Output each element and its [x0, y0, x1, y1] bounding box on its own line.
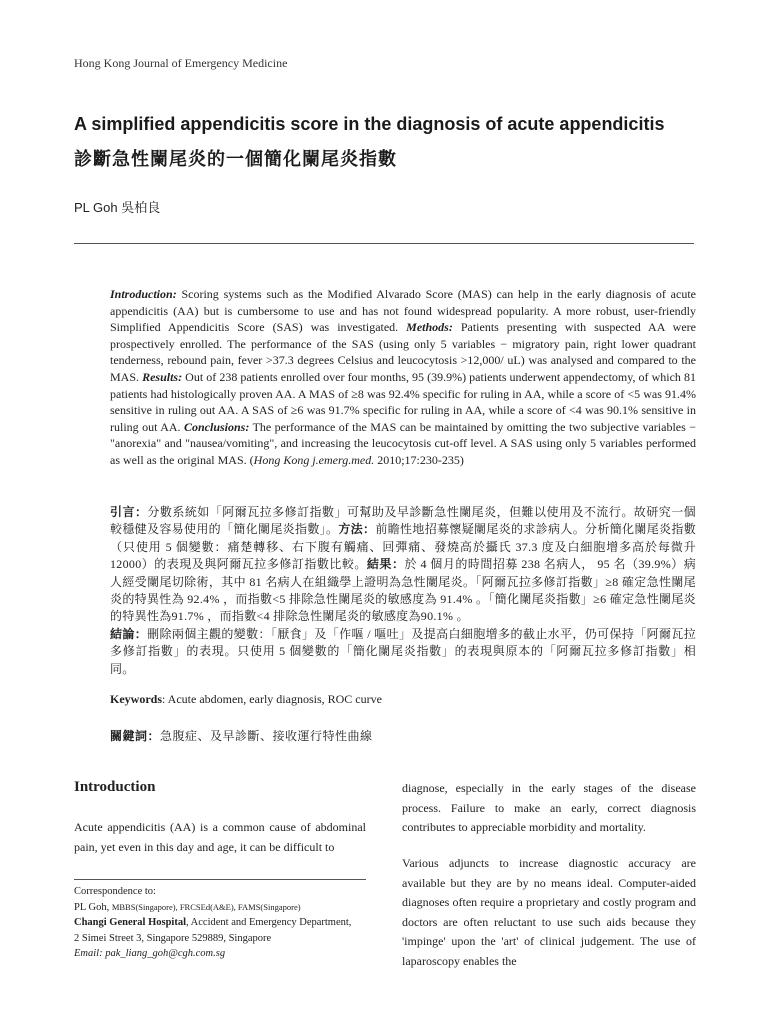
keywords-zh-label: 關鍵詞： — [110, 729, 161, 743]
header-divider — [74, 243, 694, 244]
abstract-chinese — [110, 504, 696, 678]
abstract-zh-results-text: 於 4 個月的時間招募 238 名病人， 95 名（39.9%）病人經受闌尾切除術，其中 81 名病人在組織學上證明為急性闌尾炎。「阿爾瓦拉多修訂指數」≥8 確定急性闌尾炎的特異性為 92.4% ，而指數<5 排除急性闌尾炎的敏感度為 91.4% 。「簡化闌尾炎指數」≥6 確定急性闌尾炎的特異性為91.7% ，而指數<4 排除急性闌尾炎的敏感度為90.1% 。 — [110, 557, 697, 624]
abstract-english — [110, 286, 696, 469]
abstract-zh-intro-text: 分數系統如「阿爾瓦拉多修訂指數」可幫助及早診斷急性闌尾炎，但難以使用及不流行。故研究一個較穩健及容易使用的「簡化闌尾炎指數」。 — [110, 505, 696, 537]
introduction-column2-paragraph2: Various adjuncts to increase diagnostic accuracy are available but they are by no means ideal. Computer-aided diagnoses often require a proprietary and costly program and doctors are often reluctant to use such aids because they 'impinge' upon the 'art' of clinical judgement. The use of laparoscopy enables the — [402, 856, 696, 968]
abstract-zh-methods-label: 方法： — [338, 522, 376, 537]
abstract-zh-intro-label: 引言： — [110, 505, 148, 519]
correspondence-hospital: Changi General Hospital — [74, 917, 187, 928]
abstract-methods-label: Methods: — [406, 320, 453, 335]
correspondence-block — [74, 884, 374, 962]
correspondence-email-line — [74, 946, 374, 962]
correspondence-degrees: MBBS(Singapore), FRCSEd(A&E), FAMS(Singapore) — [111, 901, 301, 912]
abstract-methods-text: Patients presenting with suspected AA were prospectively enrolled. The performance of the SAS (using only 5 variables − migratory pain, right lower quadrant tenderness, rebound pain, fever >37.3 degrees Celsius and leucocytosis >12,000/ uL) was analysed and compared to the MAS. — [110, 320, 696, 384]
citation-details: 2010;17:230-235) — [374, 452, 464, 467]
abstract-zh-conclusions-label: 結論： — [110, 626, 148, 641]
abstract-intro-text: Scoring systems such as the Modified Alvarado Score (MAS) can help in the early diagnosis of acute appendicitis (AA) but is cumbersome to use and has not found widespread popularity. A more robust, user-friendly Simplified Appendicitis Score (SAS) was investigated. — [110, 287, 696, 335]
correspondence-label: Correspondence to: — [74, 886, 156, 897]
abstract-zh-conclusions-text: 刪除兩個主觀的變數：「厭食」及「作嘔 / 嘔吐」及提高白細胞增多的截止水平，仍可保持「阿爾瓦拉多修訂指數」的表現。只使用 5 個變數的「簡化闌尾炎指數」的表現與原本的「阿爾瓦拉多修訂指數」相同。 — [110, 626, 697, 676]
keywords-chinese — [110, 727, 696, 744]
introduction-heading: Introduction — [74, 779, 156, 795]
correspondence-name: PL Goh, — [74, 901, 112, 913]
author-name: PL Goh 吳柏良 — [74, 200, 161, 215]
correspondence-affiliation — [74, 915, 374, 931]
journal-name: Hong Kong Journal of Emergency Medicine — [74, 56, 288, 70]
abstract-conclusions-label: Conclusions: — [183, 419, 250, 434]
keywords-text: : Acute abdomen, early diagnosis, ROC curve — [162, 692, 382, 706]
abstract-zh-results-label: 結果： — [366, 557, 405, 572]
correspondence-divider — [74, 879, 366, 880]
keywords-zh-text: 急腹症、及早診斷、接收運行特性曲線 — [160, 729, 373, 743]
citation-journal: Hong Kong j.emerg.med. — [253, 452, 375, 467]
abstract-results-text: Out of 238 patients enrolled over four months, 95 (39.9%) patients underwent appendectomy, of which 81 patients had histologically proven AA. A MAS of ≥8 was 92.4% specific for ruling in AA, while a score of <5 was 91.4% sensitive in ruling out AA. A SAS of ≥6 was 91.7% specific for ruling in AA, while a score of <4 was 90.1% sensitive in ruling out AA. — [110, 369, 697, 434]
introduction-paragraph: Acute appendicitis (AA) is a common cause of abdominal pain, yet even in this day and age, it can be difficult to — [74, 820, 366, 854]
article-title-chinese: 診斷急性闌尾炎的一個簡化闌尾炎指數 — [74, 149, 397, 169]
abstract-results-label: Results: — [142, 369, 183, 384]
keywords-label: Keywords — [110, 692, 162, 706]
introduction-column2-paragraph1: diagnose, especially in the early stages of the disease process. Failure to make an early, correct diagnosis contributes to appreciable morbidity and mortality. — [402, 781, 696, 834]
correspondence-email-label: Email: — [74, 948, 103, 959]
correspondence-address: 2 Simei Street 3, Singapore 529889, Singapore — [74, 932, 272, 944]
abstract-intro-label: Introduction: — [110, 287, 177, 301]
correspondence-author — [74, 900, 374, 916]
article-title-english: A simplified appendicitis score in the diagnosis of acute appendicitis — [74, 114, 665, 134]
abstract-conclusions-text: The performance of the MAS can be maintained by omitting the two subjective variables − "anorexia" and "nausea/vomiting", and increasing the leucocytosis cut-off level. A SAS using only 5 variables performed as well as the original MAS. ( — [110, 419, 696, 467]
correspondence-email[interactable]: pak_liang_goh@cgh.com.sg — [102, 948, 226, 959]
keywords-english — [110, 692, 696, 707]
abstract-zh-methods-text: 前瞻性地招募懷疑闌尾炎的求診病人。分析簡化闌尾炎指數（只使用 5 個變數：痛楚轉移、右下腹有觸痛、回彈痛、發燒高於攝氏 37.3 度及白細胞增多高於每微升 12000）的表現及與阿爾瓦拉多修訂指數比較。 — [110, 522, 697, 572]
correspondence-department: , Accident and Emergency Department, — [186, 917, 352, 928]
